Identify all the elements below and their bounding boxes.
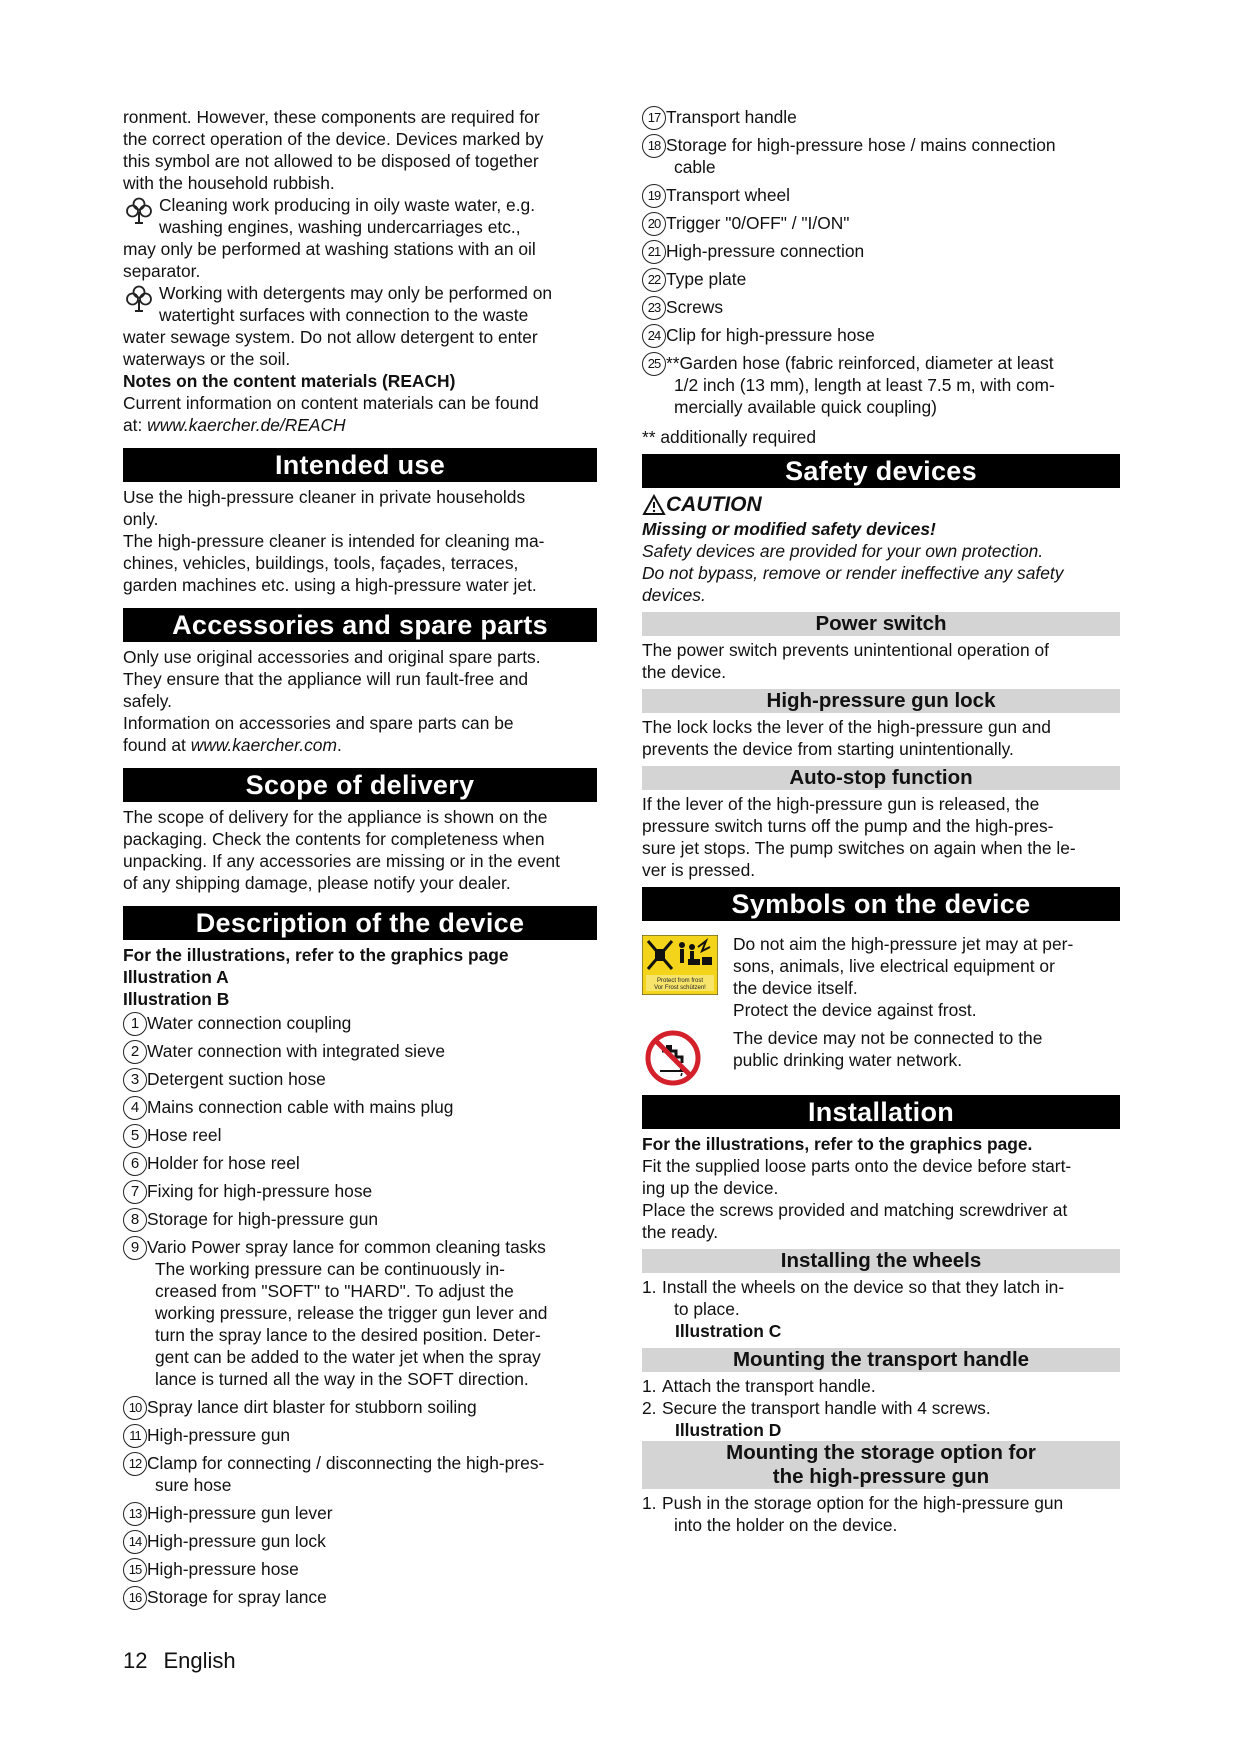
symbols-heading: Symbols on the device: [642, 887, 1120, 921]
page-footer: [123, 1648, 252, 1674]
svg-text:Protect from frost: Protect from frost: [656, 978, 704, 984]
list-item: 8 Storage for high-pressure gun: [123, 1208, 597, 1230]
no-aim-warning-icon: [642, 935, 718, 995]
accessories-text: Only use original accessories and original spare parts. They ensure that the appliance will run fault-free and safely. Information on accessories and spare parts can be found at www.kaercher.com.: [123, 647, 541, 755]
device-parts-list: [123, 1012, 597, 1608]
left-column: [123, 106, 597, 1614]
illustration-a: Illustration A: [123, 967, 229, 987]
list-item: 10 Spray lance dirt blaster for stubborn soiling: [123, 1396, 597, 1418]
language-label: English: [163, 1648, 236, 1673]
reach-link-line: at: www.kaercher.de/REACH: [123, 415, 346, 435]
description-ref: For the illustrations, refer to the graphics page: [123, 945, 509, 965]
list-item: 14 High-pressure gun lock: [123, 1530, 597, 1552]
list-item: 2 Water connection with integrated sieve: [123, 1040, 597, 1062]
list-item: 19 Transport wheel: [642, 184, 1120, 206]
device-parts-list-continued: [642, 106, 1120, 418]
scope-text: The scope of delivery for the appliance is shown on the packaging. Check the contents for completeness when unpacking. If any accessories are missing or in the event of any shipping damage, please notify your dealer.: [123, 807, 560, 893]
symbol-no-drinking-water: The device may not be connected to the public drinking water network.: [642, 1027, 1120, 1089]
right-column: 17 Transport handle 18 Storage for high-pressure hose / mains connection cable 19 Transport wheel 20 Trigger "0/OFF" / "I/ON" 21 High-pressure connection 22 Type plate 23 Screws 24 Clip for high-pressure hose 25 **Garden hose (fabric reinforced, diameter at least 1/2 inch (13 mm), length at least 7.5 m, with com- mercially available quick coupling) ** additionally required Safety devices CAUTION Missing or modified safety devices! Safety devices are provided for your own protection. Do not bypass, remove or render ineffective any safety devices. Power switch The power switch prevents unintentional operation of the device. High-pressure gun lock The lock locks the lever of the high-pressure gun and prevents the device from starting unintentionally. Auto-stop function If the lever of the high-pressure gun is released, the pressure switch turns off the pump and the high-pres- sure jet stops. The pump switches on again when the le- ver is pressed. Symbols on the device Protect from frost Vor Frost schützen! Do not aim the high-pressure jet may at per- sons, animals, live electrical equipment or the device itself. Protect the device against frost. The device may not be connected to the public drinking water network. Installation For the illustrations, refer to the graphics page. Fit the supplied loose parts onto the device before start- ing up the device. Place the screws provided and matching screwdriver at the ready. Installing the wheels 1. Install the wheels on the device so that they latch in- to place. Illustration C Mounting the transport handle 1. Attach the transport handle. 2. Secure the transport handle with 4 screws. Illustration D Mounting the storage option for the high-pressure gun 1. Push in the storage option for the high-pressure gun into the holder on the device.: [642, 106, 1120, 1536]
list-item: 13 High-pressure gun lever: [123, 1502, 597, 1524]
list-item: 9 Vario Power spray lance for common cleaning tasks The working pressure can be continuously in- creased from "SOFT" to "HARD". To adjust the working pressure, release the trigger gun lever and turn the spray lance to the desired position. Deter- gent can be added to the water jet when the spray lance is turned all the way in the SOFT direction.: [123, 1236, 597, 1390]
list-item: 1. Push in the storage option for the high-pressure gun into the holder on the device.: [642, 1493, 1064, 1535]
kaercher-link[interactable]: www.kaercher.com: [190, 735, 337, 755]
storage-steps: [642, 1492, 1120, 1536]
intro-paragraph: ronment. However, these components are required for the correct operation of the device. Devices marked by this symbol are not allowed to be disposed of together with the household rubbish.: [123, 107, 544, 193]
list-item: 24 Clip for high-pressure hose: [642, 324, 1120, 346]
caution-subtitle: Missing or modified safety devices!: [642, 519, 936, 539]
list-item: 12 Clamp for connecting / disconnecting the high-pres- sure hose: [123, 1452, 597, 1496]
page-number: 12: [123, 1648, 148, 1673]
auto-stop-heading: Auto-stop function: [642, 766, 1120, 790]
installation-heading: Installation: [642, 1095, 1120, 1129]
list-item: 4 Mains connection cable with mains plug: [123, 1096, 597, 1118]
list-item: 23 Screws: [642, 296, 1120, 318]
list-item: 2. Secure the transport handle with 4 screws.: [642, 1398, 991, 1418]
illustration-b: Illustration B: [123, 989, 230, 1009]
list-item: 1. Install the wheels on the device so that they latch in- to place.: [642, 1277, 1065, 1319]
list-item: 6 Holder for hose reel: [123, 1152, 597, 1174]
power-switch-heading: Power switch: [642, 612, 1120, 636]
environment-note-detergents: Working with detergents may only be performed on watertight surfaces with connection to the waste water sewage system. Do not allow detergent to enter waterways or the soil.: [123, 283, 553, 369]
list-item: 17 Transport handle: [642, 106, 1120, 128]
list-item: 21 High-pressure connection: [642, 240, 1120, 262]
safety-devices-heading: Safety devices: [642, 454, 1120, 488]
list-item: 15 High-pressure hose: [123, 1558, 597, 1580]
intended-use-text: Use the high-pressure cleaner in private households only. The high-pressure cleaner is intended for cleaning ma- chines, vehicles, buildings, tools, façades, terraces, garden machines etc. using a high-pressure water jet.: [123, 487, 545, 595]
list-item: 20 Trigger "0/OFF" / "I/ON": [642, 212, 1120, 234]
list-item: 25 **Garden hose (fabric reinforced, diameter at least 1/2 inch (13 mm), length at least 7.5 m, with com- mercially available quick coupling): [642, 352, 1120, 418]
list-item: 16 Storage for spray lance: [123, 1586, 597, 1608]
list-item: 18 Storage for high-pressure hose / mains connection cable: [642, 134, 1120, 178]
environment-icon: [123, 283, 155, 313]
reach-title: Notes on the content materials (REACH): [123, 371, 456, 391]
reach-text: Current information on content materials can be found: [123, 393, 539, 413]
list-item: 22 Type plate: [642, 268, 1120, 290]
list-item: 1. Attach the transport handle.: [642, 1376, 876, 1396]
transport-handle-heading: Mounting the transport handle: [642, 1348, 1120, 1372]
gun-lock-heading: High-pressure gun lock: [642, 689, 1120, 713]
reach-link[interactable]: www.kaercher.de/REACH: [147, 415, 346, 435]
wheels-steps: [642, 1276, 1120, 1320]
warning-triangle-icon: [642, 494, 666, 516]
caution-label: CAUTION: [642, 492, 1120, 518]
installing-wheels-heading: Installing the wheels: [642, 1249, 1120, 1273]
symbol-no-aim: Protect from frost Vor Frost schützen! Do not aim the high-pressure jet may at per- sons, animals, live electrical equipment or the device itself. Protect the device against frost.: [642, 933, 1120, 1021]
list-item: 7 Fixing for high-pressure hose: [123, 1180, 597, 1202]
environment-icon: [123, 195, 155, 225]
no-drinking-water-icon: [644, 1029, 702, 1087]
list-item: 1 Water connection coupling: [123, 1012, 597, 1034]
scope-heading: Scope of delivery: [123, 768, 597, 802]
accessories-heading: Accessories and spare parts: [123, 608, 597, 642]
handle-steps: [642, 1375, 1120, 1419]
additionally-required-note: ** additionally required: [642, 427, 817, 447]
intended-use-heading: Intended use: [123, 448, 597, 482]
list-item: 5 Hose reel: [123, 1124, 597, 1146]
svg-text:Vor Frost schützen!: Vor Frost schützen!: [654, 985, 706, 991]
list-item: 11 High-pressure gun: [123, 1424, 597, 1446]
list-item: 3 Detergent suction hose: [123, 1068, 597, 1090]
environment-note-oily-water: Cleaning work producing in oily waste water, e.g. washing engines, washing undercarriages etc., may only be performed at washing stations with an oil separator.: [123, 195, 536, 281]
description-heading: Description of the device: [123, 906, 597, 940]
storage-option-heading: Mounting the storage option for the high-pressure gun: [642, 1441, 1120, 1489]
